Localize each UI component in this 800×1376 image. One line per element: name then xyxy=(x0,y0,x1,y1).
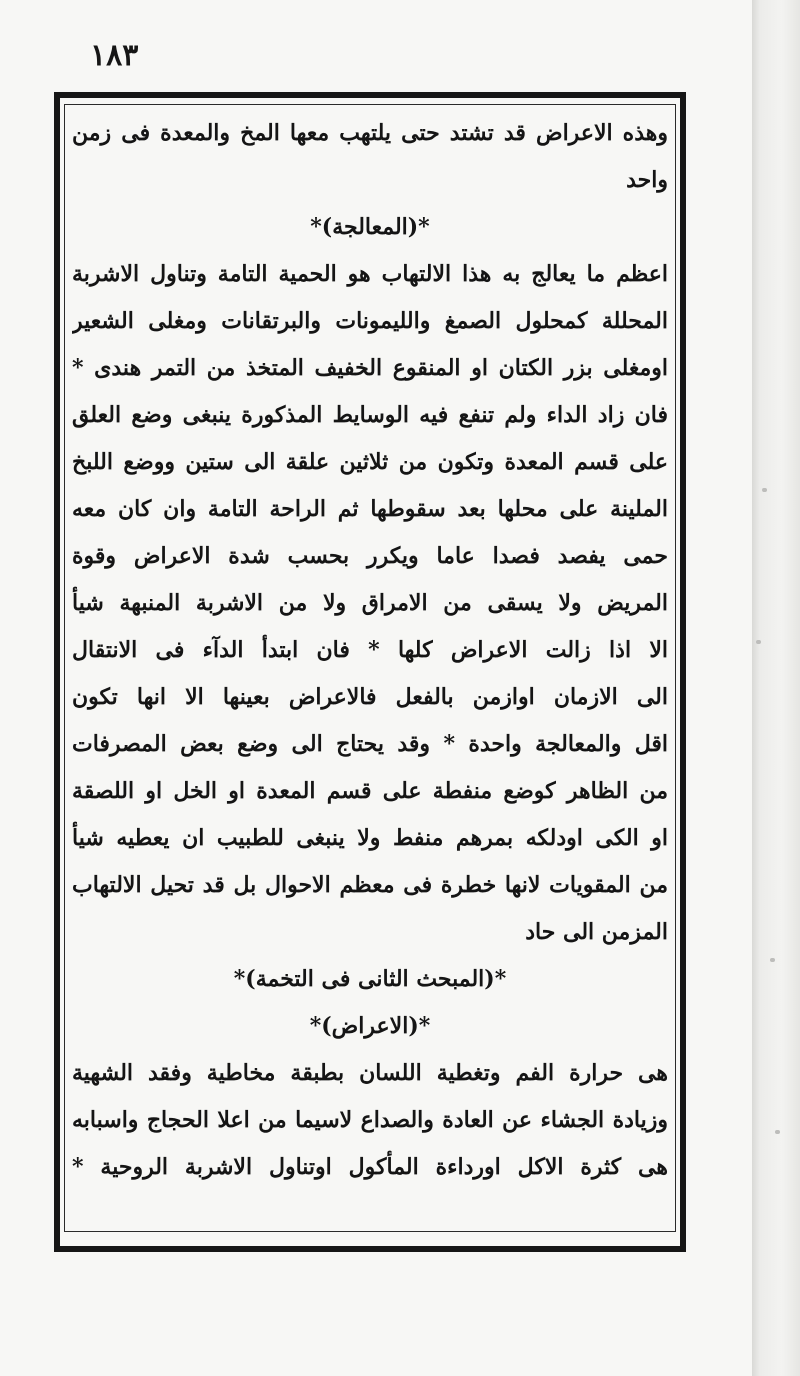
paper-speck xyxy=(756,640,761,644)
text-line: المريض ولا يسقى من الامراق ولا من الاشربة المنبهة شيأ xyxy=(72,590,668,616)
text-line: المزمن الى حاد xyxy=(525,919,668,945)
text-line: من المقويات لانها خطرة فى معظم الاحوال بل قد تحيل الالتهاب xyxy=(72,872,668,898)
text-line: من الظاهر كوضع منفطة على قسم المعدة او الخل او اللصقة xyxy=(72,778,668,804)
text-line: المحللة كمحلول الصمغ والليمونات والبرتقانات ومغلى الشعير xyxy=(72,308,668,334)
next-page-edge xyxy=(752,0,800,1376)
text-line: وهذه الاعراض قد تشتد حتى يلتهب معها المخ والمعدة فى زمن xyxy=(72,120,668,146)
text-line: اقل والمعالجة واحدة * وقد يحتاج الى وضع بعض المصرفات xyxy=(72,731,668,757)
paper-speck xyxy=(762,488,767,492)
text-line: اومغلى بزر الكتان او المنقوع الخفيف المتخذ من التمر هندى * xyxy=(72,355,668,381)
section-heading: *(الاعراض)* xyxy=(309,1013,431,1039)
paper-speck xyxy=(770,958,775,962)
section-heading: *(المعالجة)* xyxy=(310,214,430,240)
text-line: هى كثرة الاكل اورداءة المأكول اوتناول الاشربة الروحية * xyxy=(72,1154,668,1180)
text-line: الا اذا زالت الاعراض كلها * فان ابتدأ الدآء فى الانتقال xyxy=(72,637,668,663)
text-line: الى الازمان اوازمن بالفعل فالاعراض بعينها الا انها تكون xyxy=(72,684,668,710)
text-line: حمى يفصد فصدا عاما ويكرر بحسب شدة الاعراض وقوة xyxy=(72,543,668,569)
text-line: واحد xyxy=(626,167,668,193)
text-line: وزيادة الجشاء عن العادة والصداع لاسيما من اعلا الحجاج واسبابه xyxy=(72,1107,668,1133)
body-text xyxy=(72,110,668,1228)
text-line: اعظم ما يعالج به هذا الالتهاب هو الحمية التامة وتناول الاشربة xyxy=(72,261,668,287)
text-line: فان زاد الداء ولم تنفع فيه الوسايط المذكورة ينبغى وضع العلق xyxy=(72,402,668,428)
section-heading: *(المبحث الثانى فى التخمة)* xyxy=(233,966,507,992)
text-line: او الكى اودلكه بمرهم منفط ولا ينبغى للطبيب ان يعطيه شيأ xyxy=(72,825,668,851)
page-number: ١٨٣ xyxy=(90,38,139,73)
text-line: الملينة على محلها بعد سقوطها ثم الراحة التامة وان كان معه xyxy=(72,496,668,522)
paper-speck xyxy=(775,1130,780,1134)
text-line: على قسم المعدة وتكون من ثلاثين علقة الى ستين ووضع اللبخ xyxy=(72,449,668,475)
text-line: هى حرارة الفم وتغطية اللسان بطبقة مخاطية وفقد الشهية xyxy=(72,1060,668,1086)
